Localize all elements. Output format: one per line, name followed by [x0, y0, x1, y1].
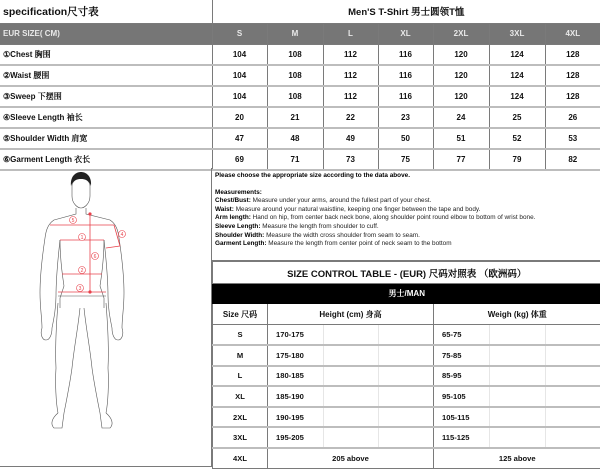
cell: 128 — [545, 44, 600, 65]
group-label: 男士/MAN — [213, 284, 600, 304]
row-label: ②Waist 腰围 — [0, 65, 212, 86]
note-item: Waist: Measure around your natural waistline, keeping one finger between the tape and body. — [215, 206, 597, 215]
cell: 53 — [545, 128, 600, 149]
human-body-outline-icon — [0, 168, 211, 466]
cell: 48 — [267, 128, 323, 149]
cell: 77 — [433, 149, 489, 170]
table-row — [213, 345, 600, 366]
weight-column-header: Weigh (kg) 体重 — [434, 304, 600, 325]
size-header: L — [323, 23, 378, 44]
cell: 116 — [378, 65, 433, 86]
spec-table — [0, 0, 600, 171]
cell: 23 — [378, 107, 433, 128]
marker-4: 4 — [121, 232, 124, 238]
table-row — [0, 149, 600, 170]
cell: 21 — [267, 107, 323, 128]
table-row — [0, 44, 600, 65]
cell: 120 — [433, 86, 489, 107]
height-cell: 180-185 — [268, 366, 324, 387]
cell: 124 — [489, 44, 545, 65]
eur-size-label: EUR SIZE( CM) — [0, 23, 212, 44]
weight-cell: 115-125 — [434, 427, 490, 448]
size-header: 2XL — [433, 23, 489, 44]
notes-heading: Measurements: — [215, 189, 597, 198]
size-header: 3XL — [489, 23, 545, 44]
cell: 24 — [433, 107, 489, 128]
cell: 26 — [545, 107, 600, 128]
size-header-row — [0, 23, 600, 44]
cell: 104 — [212, 86, 267, 107]
row-label: ⑥Garment Length 衣长 — [0, 149, 212, 170]
note-item: Arm length: Hand on hip, from center back neck bone, along shoulder point round elbow to bottom of wrist bone. — [215, 214, 597, 223]
cell: 79 — [489, 149, 545, 170]
size-cell: 4XL — [213, 448, 268, 469]
cell: 112 — [323, 65, 378, 86]
weight-cell: 75-85 — [434, 345, 490, 366]
height-cell: 205 above — [268, 448, 434, 469]
cell: 82 — [545, 149, 600, 170]
size-cell: 3XL — [213, 427, 268, 448]
cell: 108 — [267, 86, 323, 107]
size-header: M — [267, 23, 323, 44]
row-label: ①Chest 胸围 — [0, 44, 212, 65]
cell: 104 — [212, 65, 267, 86]
cell: 20 — [212, 107, 267, 128]
table-row — [213, 386, 600, 407]
row-label: ③Sweep 下摆围 — [0, 86, 212, 107]
cell: 120 — [433, 65, 489, 86]
size-cell: 2XL — [213, 407, 268, 428]
height-column-header: Height (cm) 身高 — [268, 304, 434, 325]
cell: 128 — [545, 65, 600, 86]
size-cell: M — [213, 345, 268, 366]
height-cell: 190-195 — [268, 407, 324, 428]
height-cell: 185-190 — [268, 386, 324, 407]
table-row — [0, 128, 600, 149]
cell: 71 — [267, 149, 323, 170]
size-cell: XL — [213, 386, 268, 407]
table-row — [213, 427, 600, 448]
spec-title: specification尺寸表 — [0, 0, 212, 23]
table-row — [0, 86, 600, 107]
cell: 52 — [489, 128, 545, 149]
notes-lead: Please choose the appropriate size according to the data above. — [215, 172, 597, 181]
size-control-title: SIZE CONTROL TABLE - (EUR) 尺码对照表 （欧洲码） — [213, 262, 600, 284]
note-item: Chest/Bust: Measure under your arms, around the fullest part of your chest. — [215, 197, 597, 206]
weight-cell: 95-105 — [434, 386, 490, 407]
cell: 69 — [212, 149, 267, 170]
cell: 124 — [489, 86, 545, 107]
cell: 108 — [267, 65, 323, 86]
weight-cell: 105-115 — [434, 407, 490, 428]
cell: 112 — [323, 86, 378, 107]
table-row — [213, 325, 600, 346]
cell: 51 — [433, 128, 489, 149]
measurement-notes — [212, 168, 600, 261]
marker-2: 2 — [81, 268, 84, 274]
marker-3: 3 — [79, 286, 82, 292]
cell: 49 — [323, 128, 378, 149]
cell: 50 — [378, 128, 433, 149]
cell: 47 — [212, 128, 267, 149]
cell: 73 — [323, 149, 378, 170]
cell: 128 — [545, 86, 600, 107]
table-row — [213, 366, 600, 387]
height-cell: 175-180 — [268, 345, 324, 366]
product-title: Men'S T-Shirt 男士圆领T恤 — [212, 0, 600, 23]
size-cell: S — [213, 325, 268, 346]
cell: 22 — [323, 107, 378, 128]
weight-cell: 125 above — [434, 448, 600, 469]
size-header: 4XL — [545, 23, 600, 44]
height-cell: 170-175 — [268, 325, 324, 346]
table-row — [213, 448, 600, 469]
body-measurement-figure — [0, 168, 212, 467]
size-header: S — [212, 23, 267, 44]
size-control-table — [212, 261, 600, 469]
table-row — [213, 407, 600, 428]
note-item: Garment Length: Measure the length from center point of neck seam to the bottom — [215, 240, 597, 249]
size-header: XL — [378, 23, 433, 44]
table-row — [0, 107, 600, 128]
marker-6: 6 — [94, 254, 97, 260]
marker-1: 1 — [81, 235, 84, 241]
cell: 104 — [212, 44, 267, 65]
cell: 25 — [489, 107, 545, 128]
height-cell: 195-205 — [268, 427, 324, 448]
cell: 120 — [433, 44, 489, 65]
table-row — [0, 65, 600, 86]
weight-cell: 85-95 — [434, 366, 490, 387]
weight-cell: 65-75 — [434, 325, 490, 346]
cell: 124 — [489, 65, 545, 86]
cell: 116 — [378, 44, 433, 65]
cell: 75 — [378, 149, 433, 170]
row-label: ④Sleeve Length 袖长 — [0, 107, 212, 128]
note-item: Shoulder Width: Measure the width cross shoulder from seam to seam. — [215, 232, 597, 241]
cell: 112 — [323, 44, 378, 65]
size-column-header: Size 尺码 — [213, 304, 268, 325]
size-cell: L — [213, 366, 268, 387]
note-item: Sleeve Length: Measure the length from shoulder to cuff. — [215, 223, 597, 232]
cell: 108 — [267, 44, 323, 65]
row-label: ⑤Shoulder Width 肩宽 — [0, 128, 212, 149]
cell: 116 — [378, 86, 433, 107]
marker-5: 5 — [72, 218, 75, 224]
